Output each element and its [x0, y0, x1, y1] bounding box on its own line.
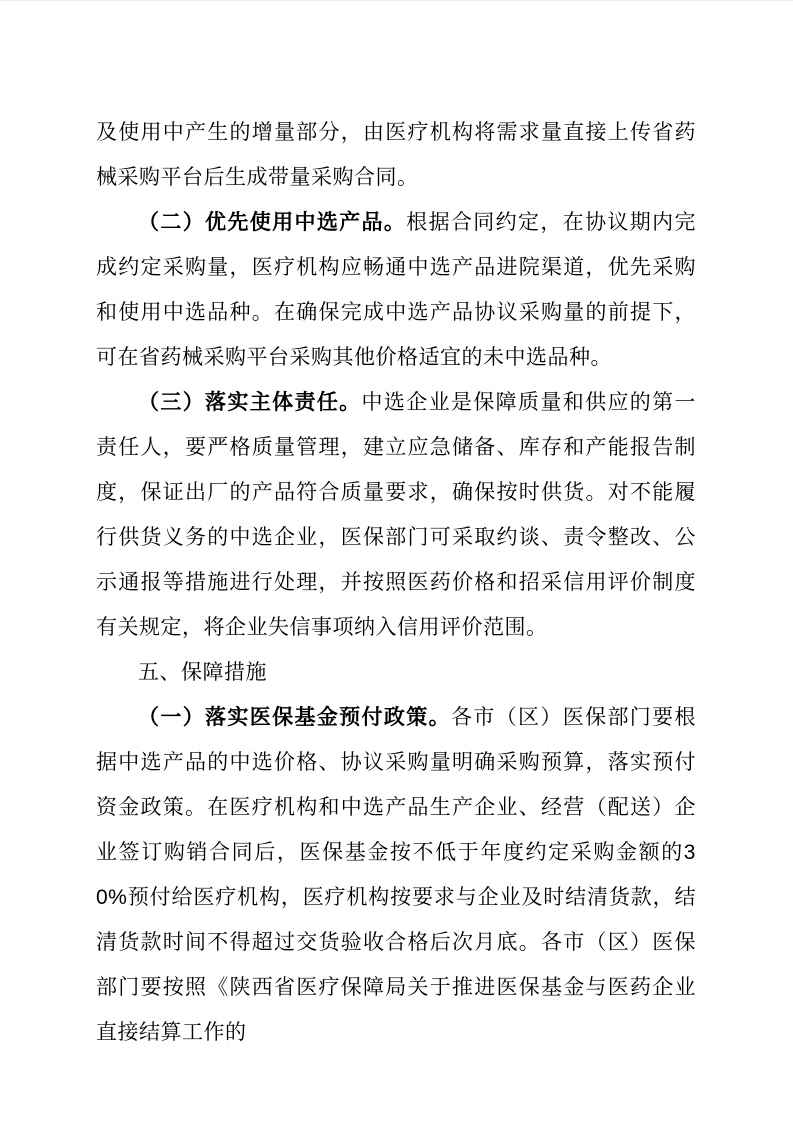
paragraph [96, 200, 696, 380]
paragraph-lead: （三）落实主体责任。 [138, 391, 362, 414]
paragraph-text: 根据合同约定，在协议期内完成约定采购量，医疗机构应畅通中选产品进院渠道，优先采购和使用中选品种。在确保完成中选产品协议采购量的前提下，可在省药械采购平台采购其他价格适宜的未中选品种。 [96, 211, 696, 369]
paragraph-lead: （一）落实医保基金预付政策。 [138, 706, 451, 729]
paragraph [96, 110, 696, 200]
paragraph [96, 380, 696, 650]
paragraph-text: 各市（区）医保部门要根据中选产品的中选价格、协议采购量明确采购预算，落实预付资金政策。在医疗机构和中选产品生产企业、经营（配送）企业签订购销合同后，医保基金按不低于年度约定采购金额的30%预付给医疗机构，医疗机构按要求与企业及时结清货款，结清货款时间不得超过交货验收合格后次月底。各市（区）医保部门要按照《陕西省医疗保障局关于推进医保基金与医药企业直接结算工作的 [96, 706, 697, 1044]
paragraph-lead: （二）优先使用中选产品。 [138, 211, 407, 234]
paragraph [96, 695, 696, 1055]
paragraph-text: 及使用中产生的增量部分，由医疗机构将需求量直接上传省药械采购平台后生成带量采购合同。 [96, 121, 696, 189]
section-heading-text: 五、保障措施 [138, 661, 267, 684]
section-heading [96, 650, 696, 695]
paragraph-text: 中选企业是保障质量和供应的第一责任人，要严格质量管理，建立应急储备、库存和产能报告制度，保证出厂的产品符合质量要求，确保按时供货。对不能履行供货义务的中选企业，医保部门可采取约谈、责令整改、公示通报等措施进行处理，并按照医药价格和招采信用评价制度有关规定，将企业失信事项纳入信用评价范围。 [96, 391, 697, 639]
